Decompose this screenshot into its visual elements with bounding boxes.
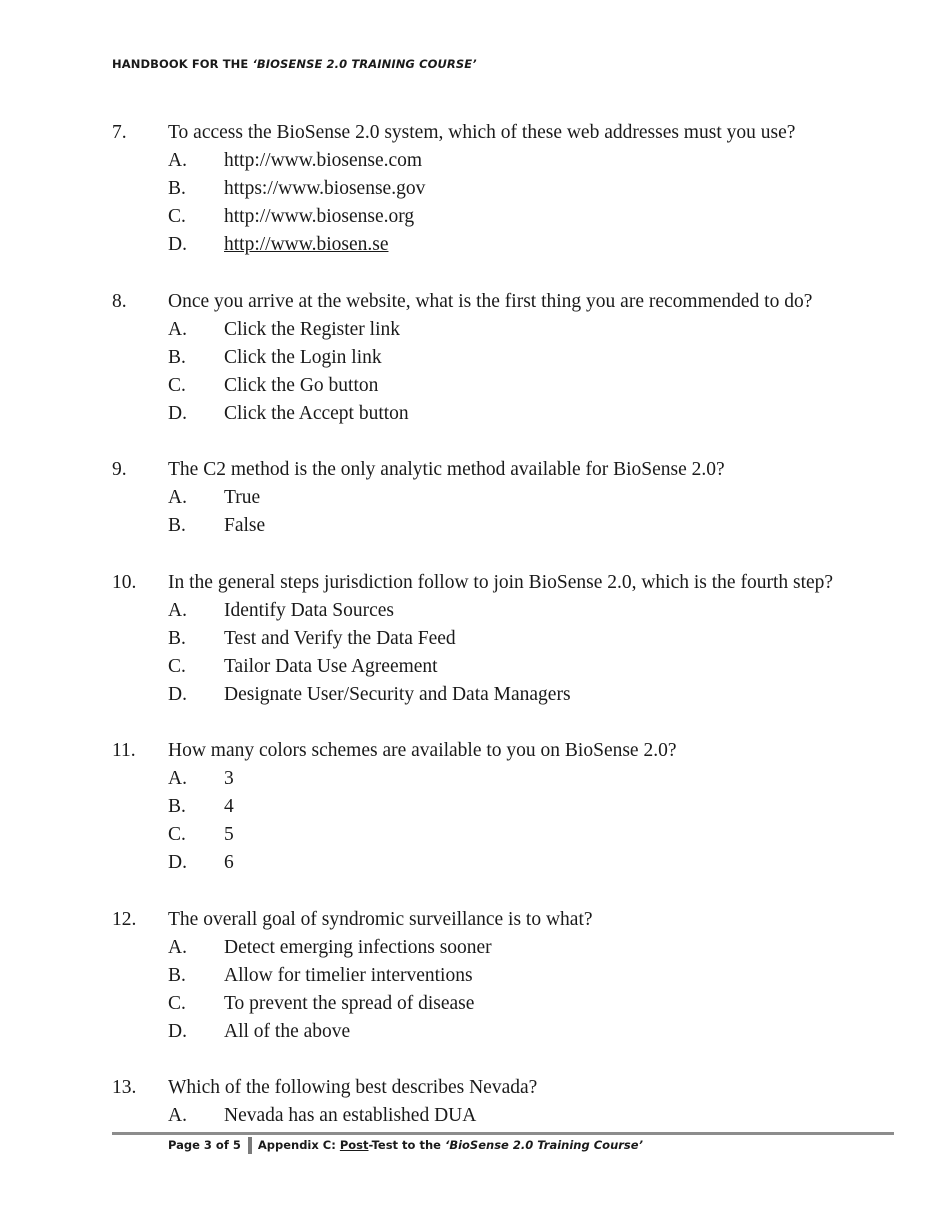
question-list [112,119,902,1158]
option-text: 6 [224,852,234,874]
question-number: 10. [112,571,137,593]
answer-option [112,625,902,653]
option-text: Identify Data Sources [224,599,395,621]
option-letter: B. [168,796,186,818]
answer-option [112,203,902,231]
question-10 [112,569,902,709]
question-number: 12. [112,908,137,930]
page-header [112,57,477,71]
option-text: https://www.biosense.gov [224,178,426,200]
answer-option [112,934,902,962]
question-text: Which of the following best describes Nevada? [168,1077,538,1099]
question-text: How many colors schemes are available to you on BioSense 2.0? [168,740,677,762]
question-text: Once you arrive at the website, what is the first thing you are recommended to do? [168,290,813,312]
question-number: 9. [112,459,127,481]
header-course-title: ‘BIOSENSE 2.0 TRAINING COURSE’ [252,57,477,71]
option-letter: C. [168,206,186,228]
question-row [112,569,902,597]
option-letter: C. [168,655,186,677]
option-letter: A. [168,599,187,621]
answer-option [112,400,902,428]
option-letter: D. [168,1021,187,1042]
footer-divider [112,1132,894,1135]
option-link-text[interactable]: http://www.biosen.se [224,234,389,256]
option-letter: A. [168,1105,187,1127]
answer-option [112,512,902,540]
option-letter: B. [168,515,186,537]
answer-option [112,1102,902,1130]
appendix-prefix: Appendix C: [257,1138,340,1152]
option-letter: D. [168,402,187,424]
answer-option [112,597,902,625]
option-text: Click the Login link [224,346,382,368]
question-text: In the general steps jurisdiction follow to join BioSense 2.0, which is the fourth step? [168,571,834,593]
answer-option [112,765,902,793]
option-letter: C. [168,992,186,1014]
option-letter: B. [168,346,186,368]
question-text: The overall goal of syndromic surveillance is to what? [168,908,593,930]
option-text: 3 [224,768,234,790]
question-number: 7. [112,122,127,143]
question-7 [112,119,902,259]
question-row [112,737,902,765]
option-letter: D. [168,234,187,256]
question-row [112,1074,902,1102]
question-number: 8. [112,290,127,312]
header-prefix: HANDBOOK FOR THE [112,57,253,71]
question-text: The C2 method is the only analytic method available for BioSense 2.0? [168,459,725,481]
option-text: Allow for timelier interventions [224,964,473,986]
option-letter: D. [168,683,187,705]
footer-appendix-title [258,1137,643,1153]
option-letter: A. [168,487,187,509]
option-letter: C. [168,374,186,396]
answer-option [112,849,902,877]
appendix-middle: -Test to the [368,1138,445,1152]
option-text: 5 [224,824,234,846]
option-text: Click the Go button [224,374,379,396]
appendix-post-word: Post [339,1138,369,1152]
question-row [112,906,902,934]
option-letter: B. [168,627,186,649]
question-number: 13. [112,1077,137,1099]
answer-option [112,316,902,344]
option-text: Detect emerging infections sooner [224,936,492,958]
answer-option [112,681,902,709]
option-text: Click the Accept button [224,402,409,424]
option-letter: A. [168,768,187,790]
answer-option [112,821,902,849]
footer-separator [248,1137,252,1154]
answer-option [112,372,902,400]
page-footer [168,1137,643,1155]
option-text: False [224,515,266,537]
answer-option [112,344,902,372]
option-text: 4 [224,796,234,818]
option-text: Designate User/Security and Data Managers [224,683,571,705]
option-letter: D. [168,852,187,874]
question-8 [112,288,902,428]
option-letter: C. [168,824,186,846]
option-letter: B. [168,178,186,200]
answer-option [112,231,902,259]
option-text: Nevada has an established DUA [224,1105,477,1127]
question-12 [112,906,902,1046]
appendix-course-title: ‘BioSense 2.0 Training Course’ [444,1138,643,1152]
option-text: Test and Verify the Data Feed [224,627,456,649]
option-letter: B. [168,964,186,986]
answer-option [112,962,902,990]
option-text: Click the Register link [224,318,401,340]
answer-option [112,147,902,175]
page-number: Page 3 of 5 [168,1138,241,1152]
option-letter: A. [168,318,187,340]
question-row [112,288,902,316]
option-letter: A. [168,936,187,958]
option-text: http://www.biosense.org [224,206,415,228]
answer-option [112,793,902,821]
option-text: To prevent the spread of disease [224,992,475,1014]
question-13 [112,1074,902,1130]
option-letter: A. [168,150,187,172]
question-row [112,119,902,147]
answer-option [112,175,902,203]
answer-option [112,484,902,512]
question-9 [112,456,902,540]
option-text: http://www.biosense.com [224,150,423,172]
question-number: 11. [112,740,136,762]
answer-option [112,990,902,1018]
option-text: All of the above [224,1021,351,1042]
answer-option [112,1018,902,1046]
option-text: True [224,487,261,509]
question-11 [112,737,902,877]
question-row [112,456,902,484]
question-text: To access the BioSense 2.0 system, which of these web addresses must you use? [168,122,796,143]
answer-option [112,653,902,681]
option-text: Tailor Data Use Agreement [224,655,438,677]
